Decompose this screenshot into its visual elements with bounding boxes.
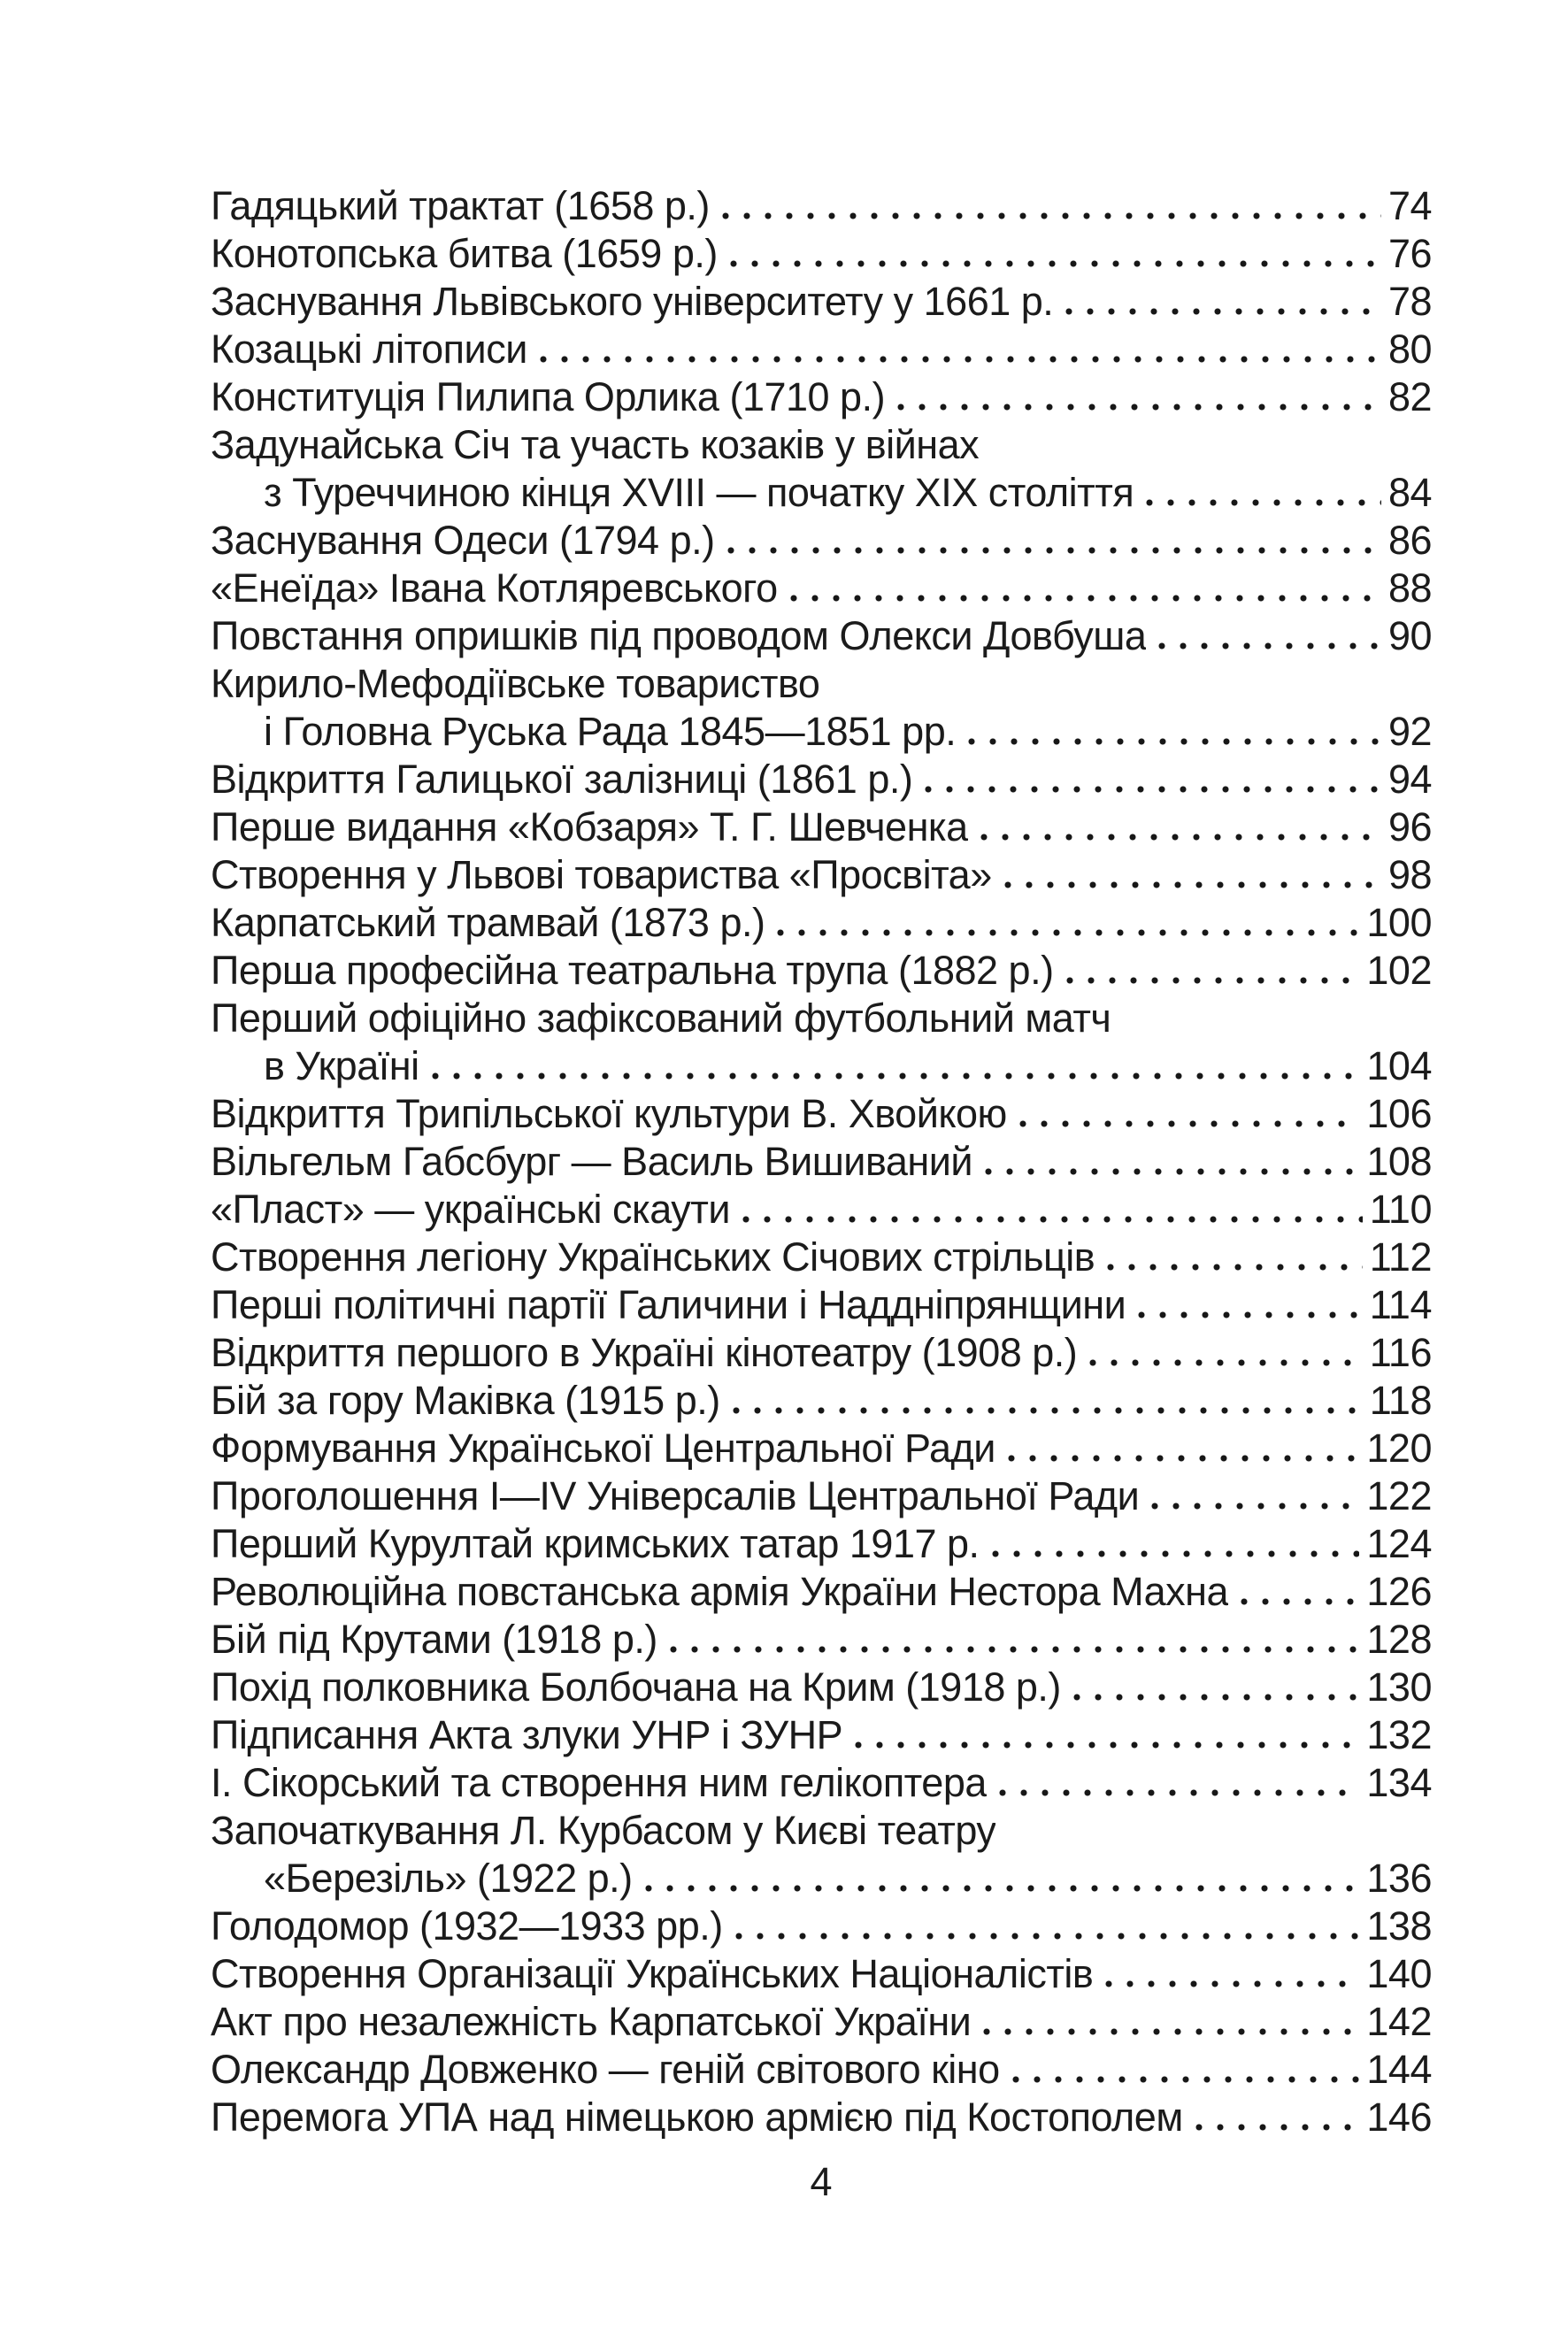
dot-leader: [1008, 1455, 1360, 1462]
toc-line-with-page: [211, 2094, 1432, 2141]
toc-entry-title: Акт про незалежність Карпатської України: [211, 1999, 972, 2044]
dot-leader: [645, 1885, 1360, 1892]
toc-entry-title: Перший офіційно зафіксований футбольний матч: [211, 995, 1111, 1041]
toc-entry: [211, 1329, 1432, 1377]
toc-line-with-page: [211, 1090, 1432, 1138]
toc-entry-page-number: 100: [1366, 900, 1432, 945]
toc-entry-title: Створення Організації Українських Націоналістів: [211, 1951, 1094, 1996]
toc-entry: [211, 899, 1432, 947]
dot-leader: [1012, 2076, 1360, 2083]
toc-entry: [211, 803, 1432, 851]
toc-entry-title: Перша професійна театральна трупа (1882 р.): [211, 948, 1054, 993]
toc-entry-page-number: 78: [1387, 279, 1432, 324]
dot-leader: [432, 1072, 1360, 1080]
toc-entry-page-number: 142: [1366, 1999, 1432, 2044]
toc-entry-page-number: 110: [1369, 1187, 1432, 1232]
toc-entry-title: Проголошення I—IV Універсалів Центральної Ради: [211, 1473, 1140, 1518]
toc-line-with-page: [211, 373, 1432, 421]
dot-leader: [999, 1789, 1360, 1796]
toc-line-with-page: [211, 1281, 1432, 1329]
toc-entry: [211, 2094, 1432, 2141]
toc-entry-page-number: 112: [1369, 1234, 1432, 1280]
toc-entry-title: з Туреччиною кінця XVIII — початку XIX століття: [264, 470, 1134, 515]
toc-entry-title: Створення у Львові товариства «Просвіта»: [211, 852, 992, 897]
toc-entry-page-number: 120: [1366, 1426, 1432, 1471]
dot-leader: [735, 1933, 1360, 1940]
toc-entry-page-number: 94: [1387, 757, 1432, 802]
toc-entry-title: в Україні: [264, 1043, 419, 1088]
toc-entry: [211, 1234, 1432, 1281]
toc-entry-title: «Березіль» (1922 р.): [264, 1856, 633, 1901]
toc-entry-title: Відкриття Трипільської культури В. Хвойкою: [211, 1091, 1007, 1136]
toc-line: [211, 660, 1432, 708]
toc-entry-title: Започаткування Л. Курбасом у Києві театру: [211, 1808, 996, 1853]
toc-entry: [211, 1998, 1432, 2046]
dot-leader: [730, 260, 1381, 267]
toc-entry-page-number: 86: [1387, 518, 1432, 563]
toc-line-with-page: [211, 1138, 1432, 1186]
dot-leader: [1105, 1980, 1359, 1987]
dot-leader: [1146, 499, 1381, 506]
dot-leader: [1158, 642, 1381, 649]
dot-leader: [992, 1550, 1360, 1557]
dot-leader: [790, 595, 1381, 602]
toc-line-with-page: [211, 708, 1432, 756]
dot-leader: [1004, 881, 1381, 888]
toc-entry-page-number: 124: [1366, 1521, 1432, 1566]
toc-entry: [211, 1759, 1432, 1807]
toc-line-with-page: [211, 851, 1432, 899]
dot-leader: [540, 356, 1381, 363]
toc-entry-page-number: 140: [1366, 1951, 1432, 1996]
toc-entry-title: Похід полковника Болбочана на Крим (1918 р.): [211, 1664, 1061, 1710]
toc-entry-page-number: 96: [1387, 804, 1432, 849]
toc-entry-title: Кирило-Мефодіївське товариство: [211, 661, 820, 706]
toc-line-with-page: [211, 1425, 1432, 1472]
toc-line-with-page: [211, 517, 1432, 565]
toc-entry: [211, 1090, 1432, 1138]
toc-entry-title: Перший Курултай кримських татар 1917 р.: [211, 1521, 980, 1566]
toc-entry-page-number: 90: [1387, 613, 1432, 658]
toc-entry-title: Гадяцький трактат (1658 р.): [211, 183, 710, 228]
toc-line-with-page: [211, 565, 1432, 612]
toc-entry: [211, 756, 1432, 803]
toc-entry-page-number: 116: [1369, 1330, 1432, 1375]
toc-line-with-page: [211, 326, 1432, 373]
toc-entry: [211, 1472, 1432, 1520]
dot-leader: [985, 1168, 1359, 1175]
toc-entry-title: Заснування Львівського університету у 1661 р.: [211, 279, 1054, 324]
dot-leader: [983, 2028, 1359, 2035]
dot-leader: [1138, 1311, 1363, 1318]
toc-entry-page-number: 80: [1387, 327, 1432, 372]
toc-entry-page-number: 104: [1366, 1043, 1432, 1088]
dot-leader: [1107, 1264, 1363, 1271]
toc-entry-title: Підписання Акта злуки УНР і ЗУНР: [211, 1712, 843, 1757]
dot-leader: [1066, 977, 1360, 984]
toc-line-with-page: [211, 1902, 1432, 1950]
toc-entry-title: «Енеїда» Івана Котляревського: [211, 565, 778, 611]
toc-entry-title: «Пласт» — українські скаути: [211, 1187, 730, 1232]
toc-line-with-page: [211, 1186, 1432, 1234]
toc-entry-title: Революційна повстанська армія України Нестора Махна: [211, 1569, 1228, 1614]
toc-entry: [211, 851, 1432, 899]
toc-entry: [211, 182, 1432, 230]
toc-line-with-page: [211, 1711, 1432, 1759]
toc-entry-title: Повстання опришків під проводом Олекси Довбуша: [211, 613, 1147, 658]
toc-entry-title: Конотопська битва (1659 р.): [211, 231, 718, 276]
toc-entry: [211, 1902, 1432, 1950]
toc-entry: [211, 373, 1432, 421]
toc-line-with-page: [211, 612, 1432, 660]
toc-line-with-page: [211, 1855, 1432, 1902]
dot-leader: [925, 786, 1381, 793]
toc-entry-page-number: 144: [1366, 2047, 1432, 2092]
toc-entry-title: Відкриття першого в Україні кінотеатру (1908 р.): [211, 1330, 1078, 1375]
dot-leader: [1065, 308, 1381, 315]
dot-leader: [777, 929, 1359, 936]
toc-entry-page-number: 106: [1366, 1091, 1432, 1136]
toc-entry: [211, 1138, 1432, 1186]
dot-leader: [897, 404, 1381, 411]
toc-entry-title: Бій під Крутами (1918 р.): [211, 1617, 657, 1662]
toc-line-with-page: [211, 1042, 1432, 1090]
toc-line-with-page: [211, 1234, 1432, 1281]
toc-entry: [211, 421, 1432, 517]
toc-entry: [211, 995, 1432, 1090]
toc-entry-page-number: 134: [1366, 1760, 1432, 1805]
dot-leader: [855, 1741, 1359, 1749]
toc-entry-page-number: 88: [1387, 565, 1432, 611]
toc-entry: [211, 517, 1432, 565]
toc-line-with-page: [211, 2046, 1432, 2094]
toc-entry: [211, 1520, 1432, 1568]
toc-line-with-page: [211, 1472, 1432, 1520]
toc-entry-page-number: 146: [1366, 2095, 1432, 2140]
toc-entry: [211, 1664, 1432, 1711]
page-number: 4: [810, 2159, 833, 2204]
toc-entry: [211, 1568, 1432, 1616]
toc-entry-title: Козацькі літописи: [211, 327, 527, 372]
toc-line-with-page: [211, 1377, 1432, 1425]
toc-entry-page-number: 138: [1366, 1903, 1432, 1948]
dot-leader: [1195, 2124, 1360, 2131]
toc-list: [211, 182, 1432, 2141]
toc-entry-page-number: 82: [1387, 374, 1432, 419]
toc-entry-page-number: 122: [1366, 1473, 1432, 1518]
toc-line-with-page: [211, 230, 1432, 278]
toc-entry-page-number: 74: [1387, 183, 1432, 228]
dot-leader: [980, 834, 1381, 841]
toc-line-with-page: [211, 1616, 1432, 1664]
dot-leader: [722, 212, 1381, 219]
toc-line-with-page: [211, 182, 1432, 230]
toc-entry-title: І. Сікорський та створення ним гелікоптера: [211, 1760, 987, 1805]
dot-leader: [1089, 1359, 1362, 1366]
toc-entry-page-number: 136: [1366, 1856, 1432, 1901]
dot-leader: [1241, 1598, 1359, 1605]
toc-entry: [211, 1377, 1432, 1425]
toc-line-with-page: [211, 1664, 1432, 1711]
toc-entry: [211, 1186, 1432, 1234]
toc-line-with-page: [211, 1759, 1432, 1807]
toc-entry-page-number: 118: [1369, 1378, 1432, 1423]
toc-entry: [211, 1281, 1432, 1329]
toc-entry-title: Перемога УПА над німецькою армією під Костополем: [211, 2095, 1183, 2140]
toc-entry-title: Вільгельм Габсбург — Василь Вишиваний: [211, 1139, 972, 1184]
toc-line-with-page: [211, 469, 1432, 517]
toc-entry: [211, 612, 1432, 660]
toc-entry: [211, 230, 1432, 278]
toc-entry-title: Карпатський трамвай (1873 р.): [211, 900, 765, 945]
toc-entry: [211, 947, 1432, 995]
toc-entry-page-number: 98: [1387, 852, 1432, 897]
dot-leader: [1073, 1694, 1360, 1701]
toc-line-with-page: [211, 899, 1432, 947]
toc-entry-page-number: 92: [1387, 709, 1432, 754]
toc-entry-title: Створення легіону Українських Січових стрільців: [211, 1234, 1095, 1280]
toc-line: [211, 1807, 1432, 1855]
dot-leader: [742, 1216, 1363, 1223]
toc-entry-title: Заснування Одеси (1794 р.): [211, 518, 715, 563]
toc-entry: [211, 565, 1432, 612]
toc-entry: [211, 1950, 1432, 1998]
toc-entry-title: Перше видання «Кобзаря» Т. Г. Шевченка: [211, 804, 968, 849]
toc-entry-title: Голодомор (1932—1933 рр.): [211, 1903, 723, 1948]
toc-entry-title: Олександр Довженко — геній світового кіно: [211, 2047, 1000, 2092]
toc-entry: [211, 1711, 1432, 1759]
toc-line-with-page: [211, 1998, 1432, 2046]
toc-entry-title: Бій за гору Маківка (1915 р.): [211, 1378, 720, 1423]
toc-entry-page-number: 130: [1366, 1664, 1432, 1710]
toc-entry-page-number: 114: [1369, 1282, 1432, 1327]
toc-entry-title: Перші політичні партії Галичини і Наддніпрянщини: [211, 1282, 1126, 1327]
toc-line-with-page: [211, 1950, 1432, 1998]
toc-entry: [211, 1616, 1432, 1664]
toc-entry-title: Відкриття Галицької залізниці (1861 р.): [211, 757, 913, 802]
toc-entry-page-number: 126: [1366, 1569, 1432, 1614]
toc-entry-page-number: 132: [1366, 1712, 1432, 1757]
toc-entry-title: Конституція Пилипа Орлика (1710 р.): [211, 374, 886, 419]
toc-line-with-page: [211, 278, 1432, 326]
toc-entry: [211, 660, 1432, 756]
toc-line-with-page: [211, 1568, 1432, 1616]
toc-line-with-page: [211, 947, 1432, 995]
dot-leader: [1019, 1120, 1360, 1127]
toc-entry-title: Задунайська Січ та участь козаків у війнах: [211, 422, 980, 467]
toc-line-with-page: [211, 756, 1432, 803]
dot-leader: [727, 547, 1381, 554]
toc-line-with-page: [211, 803, 1432, 851]
dot-leader: [968, 738, 1381, 745]
toc-entry: [211, 1425, 1432, 1472]
toc-entry-title: Формування Української Центральної Ради: [211, 1426, 995, 1471]
toc-entry: [211, 1807, 1432, 1902]
toc-entry: [211, 2046, 1432, 2094]
toc-entry-page-number: 128: [1366, 1617, 1432, 1662]
dot-leader: [670, 1646, 1360, 1653]
toc-entry: [211, 326, 1432, 373]
toc-entry-page-number: 102: [1366, 948, 1432, 993]
toc-entry-page-number: 108: [1366, 1139, 1432, 1184]
dot-leader: [1151, 1503, 1359, 1510]
toc-entry: [211, 278, 1432, 326]
toc-line-with-page: [211, 1520, 1432, 1568]
toc-entry-page-number: 76: [1387, 231, 1432, 276]
toc-entry-title: і Головна Руська Рада 1845—1851 рр.: [264, 709, 957, 754]
toc-line: [211, 421, 1432, 469]
toc-line: [211, 995, 1432, 1042]
dot-leader: [733, 1407, 1363, 1414]
toc-entry-page-number: 84: [1387, 470, 1432, 515]
toc-line-with-page: [211, 1329, 1432, 1377]
